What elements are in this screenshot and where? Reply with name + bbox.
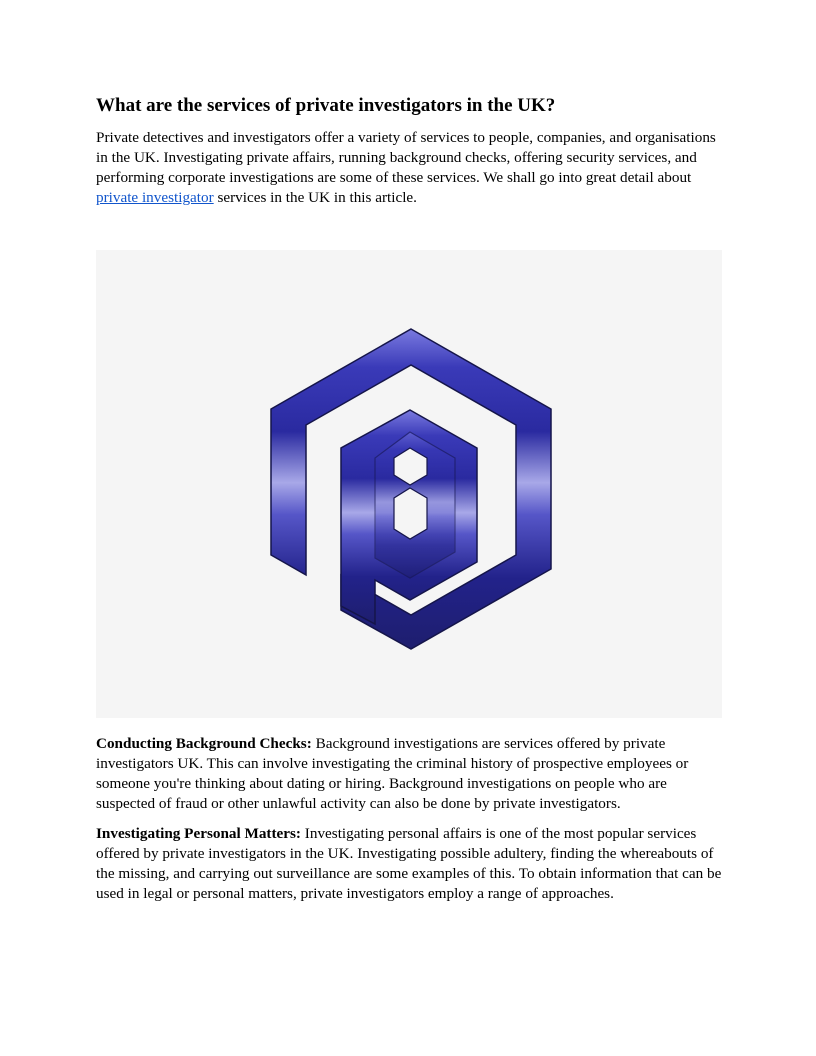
intro-paragraph bbox=[96, 128, 722, 208]
section-body: Investigating personal affairs is one of the most popular services offered by private investigators in the UK. Investigating possible adultery, finding the whereabouts of the missing, and carrying out surveillance are some examples of this. To obtain information that can be used in legal or personal matters, private investigators employ a range of approaches. bbox=[96, 825, 722, 902]
document-page bbox=[96, 94, 722, 904]
section-background-checks bbox=[96, 734, 722, 814]
i-stem-shape bbox=[394, 488, 427, 539]
section-body: Background investigations are services offered by private investigators UK. This can involve investigating the criminal history of prospective employees or someone you're thinking about dating or hiring. Background investigations on people who are suspected of fraud or other unlawful activity can also be done by private investigators. bbox=[96, 735, 689, 812]
section-heading: Conducting Background Checks: bbox=[96, 735, 312, 752]
article-title: What are the services of private investigators in the UK? bbox=[96, 95, 556, 116]
pi-hexagon-logo-icon bbox=[96, 250, 722, 718]
private-investigator-link[interactable]: private investigator bbox=[96, 189, 214, 206]
intro-text-after-link: services in the UK in this article. bbox=[213, 189, 417, 206]
section-personal-matters bbox=[96, 824, 722, 904]
section-heading: Investigating Personal Matters: bbox=[96, 825, 301, 842]
logo-image bbox=[96, 250, 722, 718]
intro-text-before-link: Private detectives and investigators offer a variety of services to people, companies, and organisations in the UK. Investigating private affairs, running background checks, offering security services, and performing corporate investigations are some of these services. We shall go into great detail about bbox=[96, 129, 716, 186]
